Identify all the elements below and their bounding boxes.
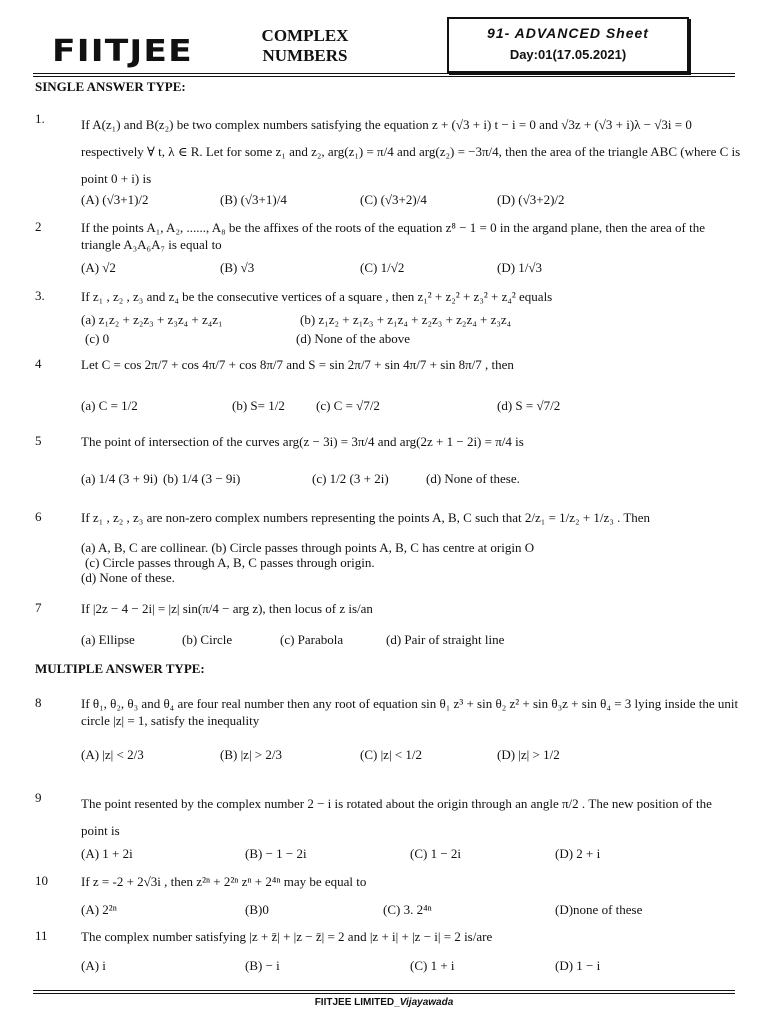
option: (d) Pair of straight line [386,632,505,647]
option: (c) 1/2 (3 + 2i) [312,471,389,486]
question-text: The point of intersection of the curves arg(z − 3i) = 3π/4 and arg(2z + 1 − 2i) = π/4 is [81,434,524,449]
option: (D)none of these [555,902,643,917]
option: (a) C = 1/2 [81,398,138,413]
question-text: If θ₁, θ₂, θ₃ and θ₄ are four real number then any root of equation sin θ₁ z³ + sin θ₂ z² + sin θ₃z + sin θ₄ = 3 lying inside the unit circle |z| = 1, satisfy the inequality [81,696,739,728]
footer-city: Vijayawada [399,997,454,1008]
option: (b) S= 1/2 [232,398,285,413]
question-number: 5 [35,433,42,448]
option: (A) √2 [81,260,116,275]
footer-company: FIITJEE LIMITED_ [314,997,400,1008]
option: (c) Parabola [280,632,344,647]
option: (d) None of these. [81,570,175,585]
question-text: The complex number satisfying |z + z̄| + |z − z̄| = 2 and |z + i| + |z − i| = 2 is/are [81,929,493,944]
question-text: If z₁ , z₂ , z₃ and z₄ be the consecutive vertices of a square , then z₁² + z₂² + z₃² + z₄² equals [81,289,553,304]
option: (b) 1/4 (3 − 9i) [163,471,241,486]
option: (d) None of the above [296,331,411,346]
option: (b) Circle [182,632,233,647]
sheet-name: 91- ADVANCED Sheet [487,25,649,41]
option: (a) Ellipse [81,632,135,647]
page-title [240,26,370,66]
question-number: 10 [35,873,48,888]
option: (A) i [81,958,106,973]
option: (B)0 [245,902,269,917]
title-line-1: COMPLEX [261,26,349,45]
question-number: 8 [35,695,42,710]
option: (A) 1 + 2i [81,846,133,861]
question-text: If the points A₁, A₂, ......, A₈ be the affixes of the roots of the equation z⁸ − 1 = 0 in the argand plane, then the area of the triangle A₃A₆A₇ is equal to [81,220,706,252]
option: (C) 1 − 2i [410,846,462,861]
option: (B) √3 [220,260,255,275]
option: (C) |z| < 1/2 [360,747,422,762]
footer-rule [33,990,735,991]
option: (a) z₁z₂ + z₂z₃ + z₃z₄ + z₄z₁ [81,312,223,327]
option: (a) A, B, C are collinear. (b) Circle passes through points A, B, C has centre at origin O [81,540,535,555]
option: (a) 1/4 (3 + 9i) [81,471,158,486]
question-text: The point resented by the complex number 2 − i is rotated about the origin through an angle π/2 . The new position of the point is [81,796,712,838]
header-rule [33,73,735,74]
question-number: 3. [35,288,45,303]
option: (D) |z| > 1/2 [497,747,560,762]
option: (B) − 1 − 2i [245,846,307,861]
option: (c) C = √7/2 [316,398,380,413]
header-rule-2 [33,76,735,77]
question-text: If A(z₁) and B(z₂) be two complex numbers satisfying the equation z + (√3 + i) t − i = 0 and √3z + (√3 + i)λ − √3i = 0 respectively ∀ t, λ ∈ R. Let for some z₁ and z₂, arg(z₁) = π/4 and arg(z₂) = −3π/4, then the area of the triangle ABC (where C is point 0 + i) is [81,117,741,186]
question-text: Let C = cos 2π/7 + cos 4π/7 + cos 8π/7 and S = sin 2π/7 + sin 4π/7 + sin 8π/7 , then [81,357,514,372]
option: (d) None of these. [426,471,520,486]
section-multiple-heading: MULTIPLE ANSWER TYPE: [35,661,205,676]
question-number: 9 [35,790,42,805]
option: (D) 1/√3 [497,260,543,275]
option: (C) 1 + i [410,958,455,973]
option: (c) 0 [85,331,110,346]
option: (B) (√3+1)/4 [220,192,287,207]
option: (B) − i [245,958,280,973]
question-number: 4 [35,356,42,371]
option: (C) 3. 2⁴ⁿ [383,902,432,917]
footer [0,997,768,1008]
question-number: 7 [35,600,42,615]
option: (D) (√3+2)/2 [497,192,565,207]
question-number: 2 [35,219,42,234]
footer-rule-2 [33,993,735,994]
question-text: If |2z − 4 − 2i| = |z| sin(π/4 − arg z), then locus of z is/an [81,601,373,616]
option: (A) (√3+1)/2 [81,192,149,207]
section-single-heading: SINGLE ANSWER TYPE: [35,79,186,94]
fiitjee-logo: FIITJEE [52,34,193,69]
option: (A) 2²ⁿ [81,902,117,917]
question-number: 1. [35,111,45,126]
title-line-2: NUMBERS [262,46,348,65]
question-text: If z = -2 + 2√3i , then z²ⁿ + 2²ⁿ zⁿ + 2⁴ⁿ may be equal to [81,874,367,889]
option: (D) 1 − i [555,958,601,973]
option: (B) |z| > 2/3 [220,747,282,762]
option: (D) 2 + i [555,846,601,861]
question-number: 6 [35,509,42,524]
sheet-day: Day:01(17.05.2021) [509,47,627,62]
question-number: 11 [35,928,48,943]
option: (C) (√3+2)/4 [360,192,427,207]
sheet-info-box [447,17,689,73]
option: (b) z₁z₂ + z₁z₃ + z₁z₄ + z₂z₃ + z₂z₄ + z₃z₄ [300,312,512,327]
option: (c) Circle passes through A, B, C passes through origin. [85,555,375,570]
option: (A) |z| < 2/3 [81,747,144,762]
question-text: If z₁ , z₂ , z₃ are non-zero complex numbers representing the points A, B, C such that 2/z₁ = 1/z₂ + 1/z₃ . Then [81,510,651,525]
option: (C) 1/√2 [360,260,405,275]
option: (d) S = √7/2 [497,398,561,413]
